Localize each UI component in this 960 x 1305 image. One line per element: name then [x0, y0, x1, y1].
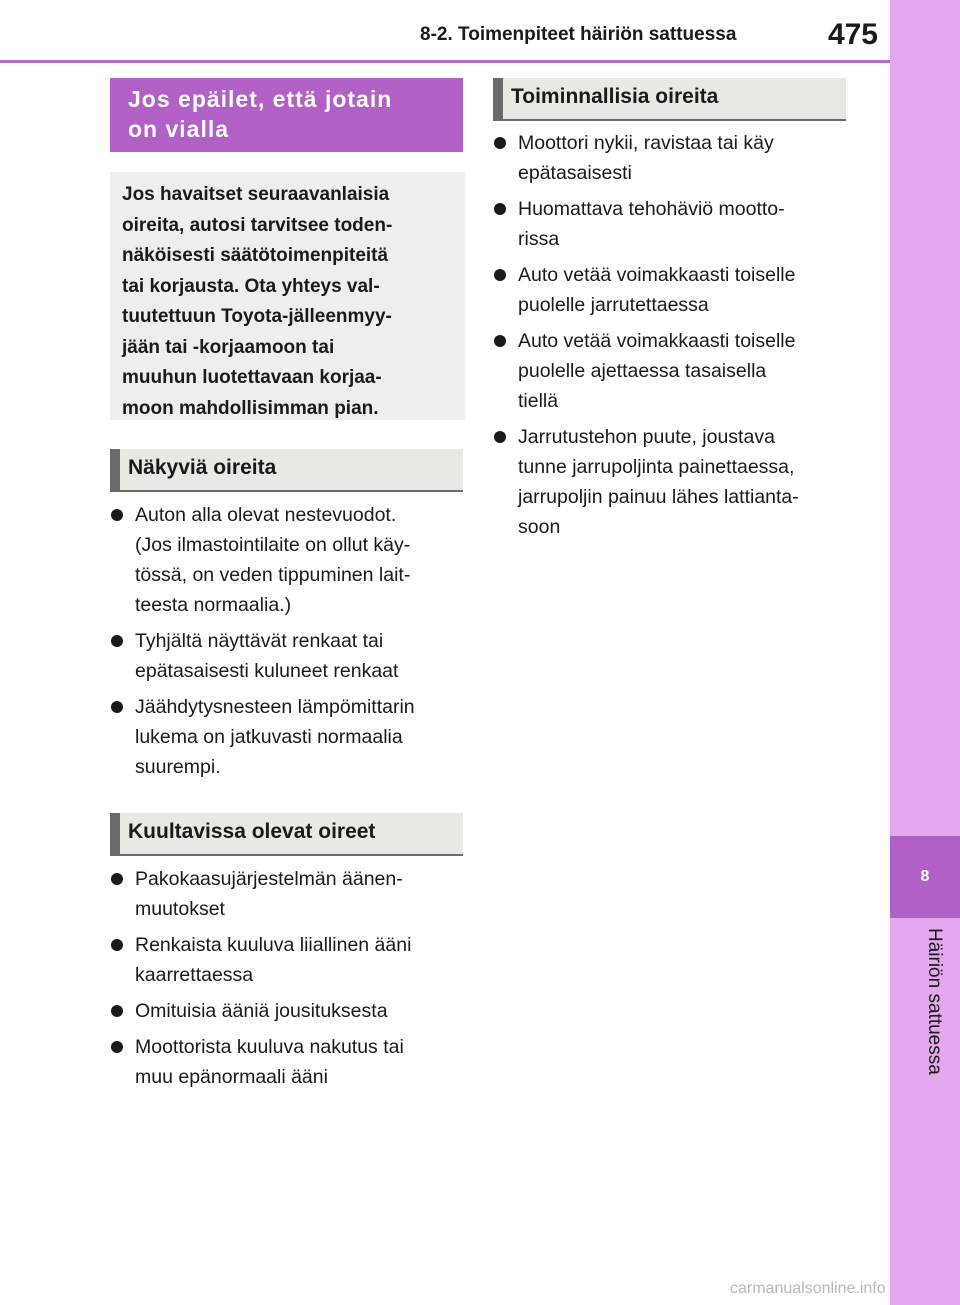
bullet-icon [494, 269, 506, 281]
chapter-label: Häiriön sattuessa [924, 928, 945, 1075]
list-item-line: puolelle ajettaessa tasaisella [518, 360, 767, 382]
bullet-icon [111, 939, 123, 951]
list-item [493, 128, 863, 188]
bullet-icon [111, 1005, 123, 1017]
list-item-line: Moottori nykii, ravistaa tai käy [518, 132, 774, 154]
topic-title-line: Jos epäilet, että jotain [128, 86, 393, 112]
section-title: 8-2. Toimenpiteet häiriön sattuessa [420, 24, 737, 45]
bullet-icon [111, 1041, 123, 1053]
intro-line: moon mahdollisimman pian. [122, 397, 379, 419]
watermark: carmanualsonline.info [730, 1280, 886, 1297]
intro-box [110, 172, 465, 420]
list-item-line: muutokset [135, 898, 225, 920]
list-item [493, 260, 863, 320]
list-item-line: Renkaista kuuluva liiallinen ääni [135, 934, 412, 956]
list-item-line: teesta normaalia.) [135, 594, 292, 616]
list-item [110, 864, 470, 924]
list-item [110, 1032, 470, 1092]
list-item-line: rissa [518, 228, 560, 250]
list-item-line: Tyhjältä näyttävät renkaat tai [135, 630, 384, 652]
visible-symptoms-heading: Näkyviä oireita [110, 449, 463, 492]
intro-line: Jos havaitset seuraavanlaisia [122, 184, 390, 205]
list-item-line: Huomattava tehohäviö mootto- [518, 198, 785, 220]
functional-symptoms-heading: Toiminnallisia oireita [493, 78, 846, 121]
list-item-line: Pakokaasujärjestelmän äänen- [135, 868, 403, 890]
bullet-icon [494, 203, 506, 215]
list-item [110, 996, 470, 1026]
intro-line: tuutettuun Toyota-jälleenmyy- [122, 306, 392, 327]
bullet-icon [494, 431, 506, 443]
topic-title-line: on vialla [128, 116, 230, 142]
bullet-icon [111, 873, 123, 885]
bullet-icon [111, 509, 123, 521]
list-item-line: Moottorista kuuluva nakutus tai [135, 1036, 404, 1058]
list-item-line: Auton alla olevat nestevuodot. [135, 504, 397, 526]
list-item-line: tunne jarrupoljinta painettaessa, [518, 456, 795, 478]
list-item-line: epätasaisesti kuluneet renkaat [135, 660, 399, 682]
bullet-icon [494, 137, 506, 149]
list-item-line: Omituisia ääniä jousituksesta [135, 1000, 388, 1022]
list-item [493, 194, 863, 254]
list-item-line: Jäähdytysnesteen lämpömittarin [135, 696, 415, 718]
list-item-line: tössä, on veden tippuminen lait- [135, 564, 411, 586]
list-item-line: jarrupoljin painuu lähes lattianta- [518, 486, 799, 508]
visible-symptoms-list [110, 500, 470, 788]
list-item-line: soon [518, 516, 561, 538]
topic-title-box [110, 78, 463, 152]
list-item-line: Auto vetää voimakkaasti toiselle [518, 264, 796, 286]
intro-line: oireita, autosi tarvitsee toden- [122, 214, 393, 236]
intro-line: muuhun luotettavaan korjaa- [122, 367, 382, 388]
list-item [110, 626, 470, 686]
bullet-icon [111, 701, 123, 713]
header-rule [0, 60, 890, 63]
list-item-line: epätasaisesti [518, 162, 632, 184]
list-item [110, 692, 470, 782]
list-item-line: suurempi. [135, 756, 221, 778]
intro-line: tai korjausta. Ota yhteys val- [122, 275, 380, 297]
list-item-line: muu epänormaali ääni [135, 1066, 328, 1088]
audible-symptoms-heading: Kuultavissa olevat oireet [110, 813, 463, 856]
list-item-line: Auto vetää voimakkaasti toiselle [518, 330, 796, 352]
list-item-line: kaarrettaessa [135, 964, 254, 986]
list-item-line: puolelle jarrutettaessa [518, 294, 709, 316]
page-number: 475 [827, 18, 878, 51]
list-item-line: Jarrutustehon puute, joustava [518, 426, 775, 448]
list-item-line: tiellä [518, 390, 559, 412]
bullet-icon [494, 335, 506, 347]
intro-line: näköisesti säätötoimenpiteitä [122, 245, 389, 266]
list-item-line: (Jos ilmastointilaite on ollut käy- [135, 534, 411, 556]
bullet-icon [111, 635, 123, 647]
list-item [493, 422, 863, 542]
list-item [110, 500, 470, 620]
list-item-line: lukema on jatkuvasti normaalia [135, 726, 403, 748]
functional-symptoms-list [493, 128, 863, 548]
chapter-side-tab [890, 0, 960, 1305]
chapter-number: 8 [890, 836, 960, 918]
list-item [493, 326, 863, 416]
audible-symptoms-list [110, 864, 470, 1098]
list-item [110, 930, 470, 990]
intro-line: jään tai -korjaamoon tai [122, 336, 335, 358]
